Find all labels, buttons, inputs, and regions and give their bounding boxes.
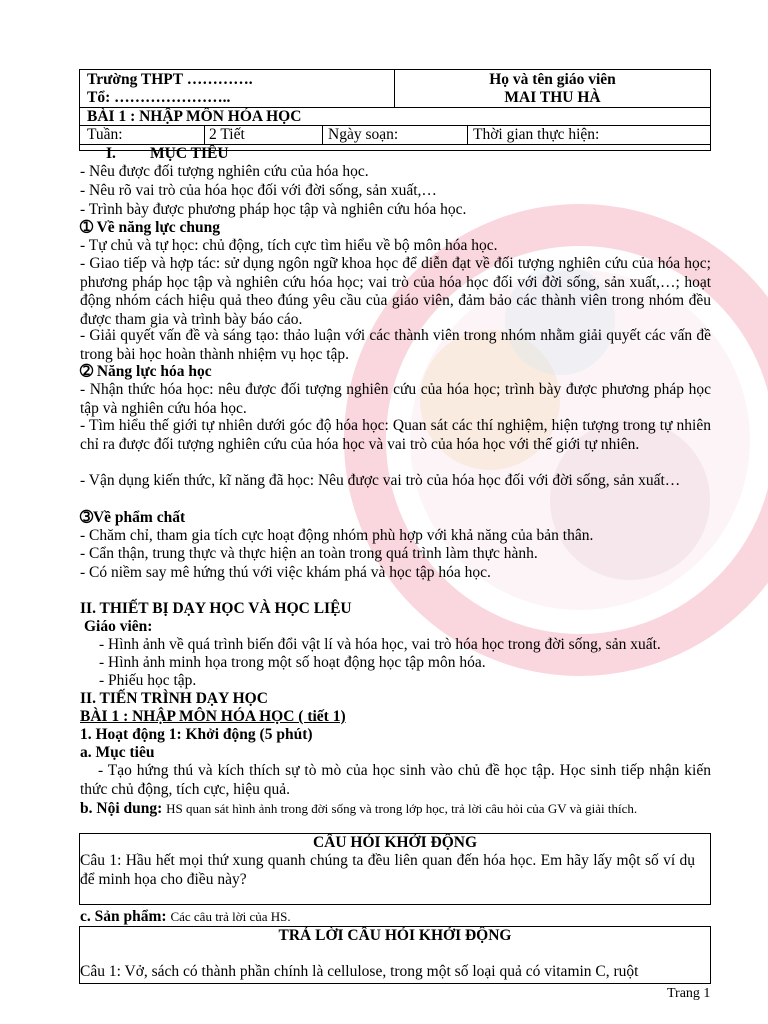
goal-line: - Nêu được đối tượng nghiên cứu của hóa học. [80,163,369,180]
lesson-title: BÀI 1 : NHẬP MÔN HÓA HỌC [87,108,302,125]
section3-title: II. TIẾN TRÌNH DẠY HỌC [80,690,268,707]
chem-item: - Tìm hiểu thế giới tự nhiên dưới góc độ hóa học: Quan sát các thí nghiệm, hiện tượng trong tự nhiên chỉ ra được đối tượng nghiên cứu của hóa học và vai trò của hóa học với thế giới tự nhiên. [80,417,711,453]
time-label: Thời gian thực hiện: [473,126,600,143]
goal-line: - Trình bày được phương pháp học tập và nghiên cứu hóa học. [80,201,467,218]
section1-number: I. [106,145,116,162]
content-text: HS quan sát hình ảnh trong đời sống và trong lớp học, trả lời câu hỏi của GV và giải thích. [166,801,638,816]
section1-title: MỤC TIÊU [150,145,229,162]
material-item: - Hình ảnh về quá trình biến đổi vật lí và hóa học, vai trò hóa học trong đời sống, sản xuất. [99,636,661,653]
product-line [80,908,291,926]
goal-line: - Nêu rõ vai trò của hóa học đối với đời sống, sản xuất,… [80,182,437,199]
general-item: - Tự chủ và tự học: chủ động, tích cực tìm hiểu về bộ môn hóa học. [80,237,498,254]
chem-item: - Nhận thức hóa học: nêu được đối tượng nghiên cứu của hóa học; trình bày được phương pháp học tập và nghiên cứu hóa học. [80,381,711,417]
week-label: Tuần: [87,126,123,143]
school-name: Trường THPT …………. [87,71,253,88]
objective-label: a. Mục tiêu [80,744,155,761]
objective-text: - Tạo hứng thú và kích thích sự tò mò của học sinh vào chủ đề học tập. Học sinh tiếp nhận kiến thức chủ động, tích cực, hiệu quả. [80,762,711,798]
general-item: - Giao tiếp và hợp tác: sử dụng ngôn ngữ khoa học để diễn đạt về đối tượng nghiên cứu của hóa học; phương pháp học tập và nghiên cứu hóa học; vai trò của hóa học đối với đời sống, sản xuất,…; hoạt động nhóm cách hiệu quả theo đúng yêu cầu của giáo viên, đảm bảo các thành viên trong nhóm đều được tham gia và trình bày báo cáo. [80,255,711,328]
chem-competence-title: ➁ Năng lực hóa học [80,363,212,380]
quality-item: - Chăm chỉ, tham gia tích cực hoạt động nhóm phù hợp với khả năng của bản thân. [80,527,594,544]
group-name: Tổ: ………………….. [87,89,231,106]
answer-text: Câu 1: Vở, sách có thành phần chính là cellulose, trong một số loại quả có vitamin C, ruột [80,963,639,980]
quality-item: - Cẩn thận, trung thực và thực hiện an toàn trong quá trình làm thực hành. [80,545,538,562]
teacher-name: MAI THU HÀ [504,89,601,106]
material-item: - Phiếu học tập. [99,672,197,689]
section2-title: II. THIẾT BỊ DẠY HỌC VÀ HỌC LIỆU [80,600,352,617]
product-text: Các câu trả lời của HS. [170,909,291,924]
content-label: b. Nội dung: [80,800,163,817]
quality-item: - Có niềm say mê hứng thú với việc khám phá và học tập hóa học. [80,564,491,581]
teacher-materials-label: Giáo viên: [84,618,153,635]
teacher-label: Họ và tên giáo viên [489,71,616,88]
periods-label: 2 Tiết [209,126,245,143]
content-paragraph [80,800,711,818]
question-text: Câu 1: Hầu hết mọi thứ xung quanh chúng ta đều liên quan đến hóa học. Em hãy lấy một số ví dụ để minh họa cho điều này? [80,852,695,888]
material-item: - Hình ảnh minh họa trong một số hoạt động học tập môn hóa. [99,654,486,671]
answer-box-title: TRẢ LỜI CÂU HỎI KHỞI ĐỘNG [278,927,512,944]
activity-title: 1. Hoạt động 1: Khởi động (5 phút) [80,726,313,743]
lesson-subtitle: BÀI 1 : NHẬP MÔN HÓA HỌC ( tiết 1) [80,708,346,725]
chem-item: - Vận dụng kiến thức, kĩ năng đã học: Nêu được vai trò của hóa học đối với đời sống, sản xuất… [80,472,681,489]
quality-title: ➂Về phẩm chất [80,509,186,526]
general-competence-title: ➀ Về năng lực chung [80,219,220,236]
question-box-title: CÂU HỎI KHỞI ĐỘNG [312,834,478,851]
prep-date-label: Ngày soạn: [328,126,399,143]
product-label: c. Sản phẩm: [80,908,167,925]
general-item: - Giải quyết vấn đề và sáng tạo: thảo luận với các thành viên trong nhóm nhằm giải quyết các vấn đề trong bài học hoàn thành nhiệm vụ học tập. [80,327,711,363]
page-number: Trang 1 [667,986,711,1001]
